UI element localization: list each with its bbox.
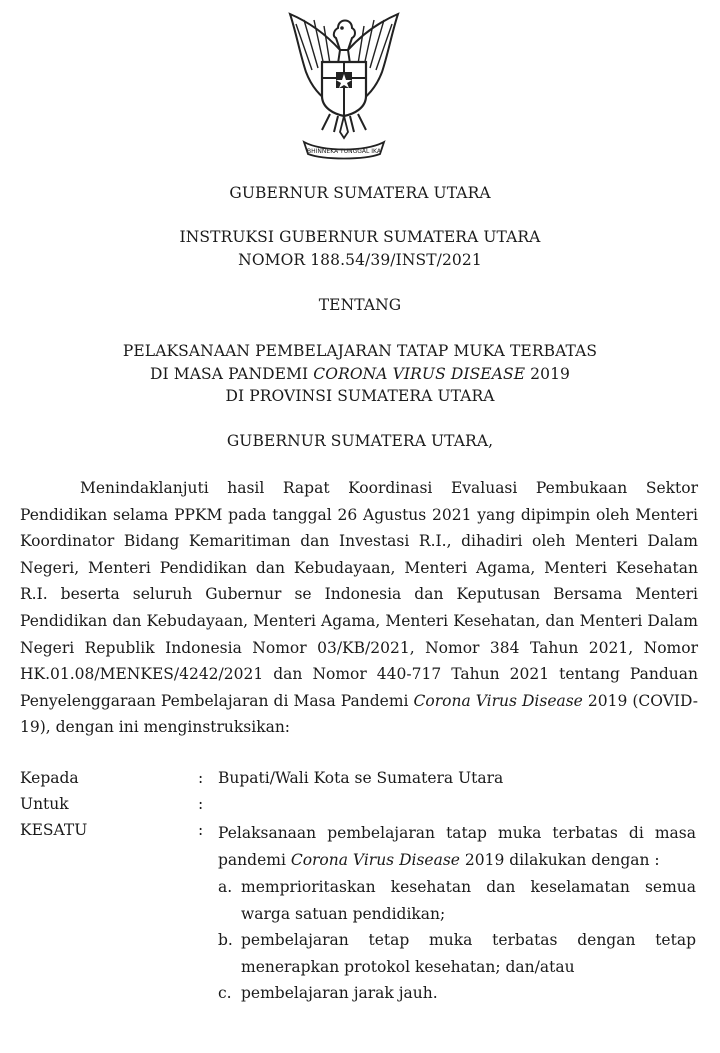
kesatu-label: KESATU [20,821,88,839]
subject-line-1: PELAKSANAAN PEMBELAJARAN TATAP MUKA TERBATAS [122,342,598,360]
untuk-label: Untuk [20,795,69,813]
list-item-mark: a. [218,878,233,896]
untuk-colon: : [198,795,204,813]
preamble-paragraph [20,475,698,741]
document-number: NOMOR 188.54/39/INST/2021 [238,251,482,269]
subject-line-2 [0,365,720,383]
preamble-tail: 2019 (COVID-19), dengan ini menginstruksikan: [20,691,698,737]
document-type: INSTRUKSI GUBERNUR SUMATERA UTARA [179,228,541,246]
kesatu-colon: : [198,821,204,839]
kepada-label: Kepada [20,769,79,787]
about-heading: TENTANG [318,296,402,314]
motto-text: BHINNEKA TUNGGAL IKA [307,148,381,155]
list-item [218,927,696,981]
kepada-value: Bupati/Wali Kota se Sumatera Utara [218,769,504,787]
subject-line-2-italic: CORONA VIRUS DISEASE [313,365,526,383]
list-item-text: memprioritaskan kesehatan dan keselamatan semua warga satuan pendidikan; [241,878,696,923]
subject-line-2-pre: DI MASA PANDEMI [149,365,314,383]
issuer-title: GUBERNUR SUMATERA UTARA [229,184,491,202]
kesatu-post: 2019 dilakukan dengan : [459,851,660,869]
list-item-mark: b. [218,931,233,949]
subject-line-2-post: 2019 [525,365,571,383]
kesatu-italic: Corona Virus Disease [290,851,460,869]
preamble-italic: Corona Virus Disease [413,691,583,710]
kesatu-text [218,820,696,874]
list-item-mark: c. [218,984,232,1002]
list-item [218,874,696,928]
signatory-heading: GUBERNUR SUMATERA UTARA, [226,432,494,450]
list-item-text: pembelajaran tetap muka terbatas dengan tetap menerapkan protokol kesehatan; dan/atau [241,931,696,976]
list-item-text: pembelajaran jarak jauh. [241,984,438,1002]
garuda-emblem-icon [282,10,406,162]
kesatu-pre: Pelaksanaan pembelajaran tatap muka terbatas di masa pandemi [218,824,696,869]
kepada-colon: : [198,769,204,787]
list-item [218,980,696,1007]
preamble-text: Menindaklanjuti hasil Rapat Koordinasi Evaluasi Pembukaan Sektor Pendidikan selama PPKM pada tanggal 26 Agustus 2021 yang dipimpin oleh Menteri Koordinator Bidang Kemaritiman dan Investasi R.I., dihadiri oleh Menteri Dalam Negeri, Menteri Pendidikan dan Kebudayaan, Menteri Agama, Menteri Kesehatan R.I. beserta seluruh Gubernur se Indonesia dan Keputusan Bersama Menteri Pendidikan dan Kebudayaan, Menteri Agama, Menteri Kesehatan, dan Menteri Dalam Negeri Republik Indonesia Nomor 03/KB/2021, Nomor 384 Tahun 2021, Nomor HK.01.08/MENKES/4242/2021 dan Nomor 440-717 Tahun 2021 tentang Panduan Penyelenggaraan Pembelajaran di Masa Pandemi [20,479,698,710]
subject-line-3: DI PROVINSI SUMATERA UTARA [225,387,495,405]
